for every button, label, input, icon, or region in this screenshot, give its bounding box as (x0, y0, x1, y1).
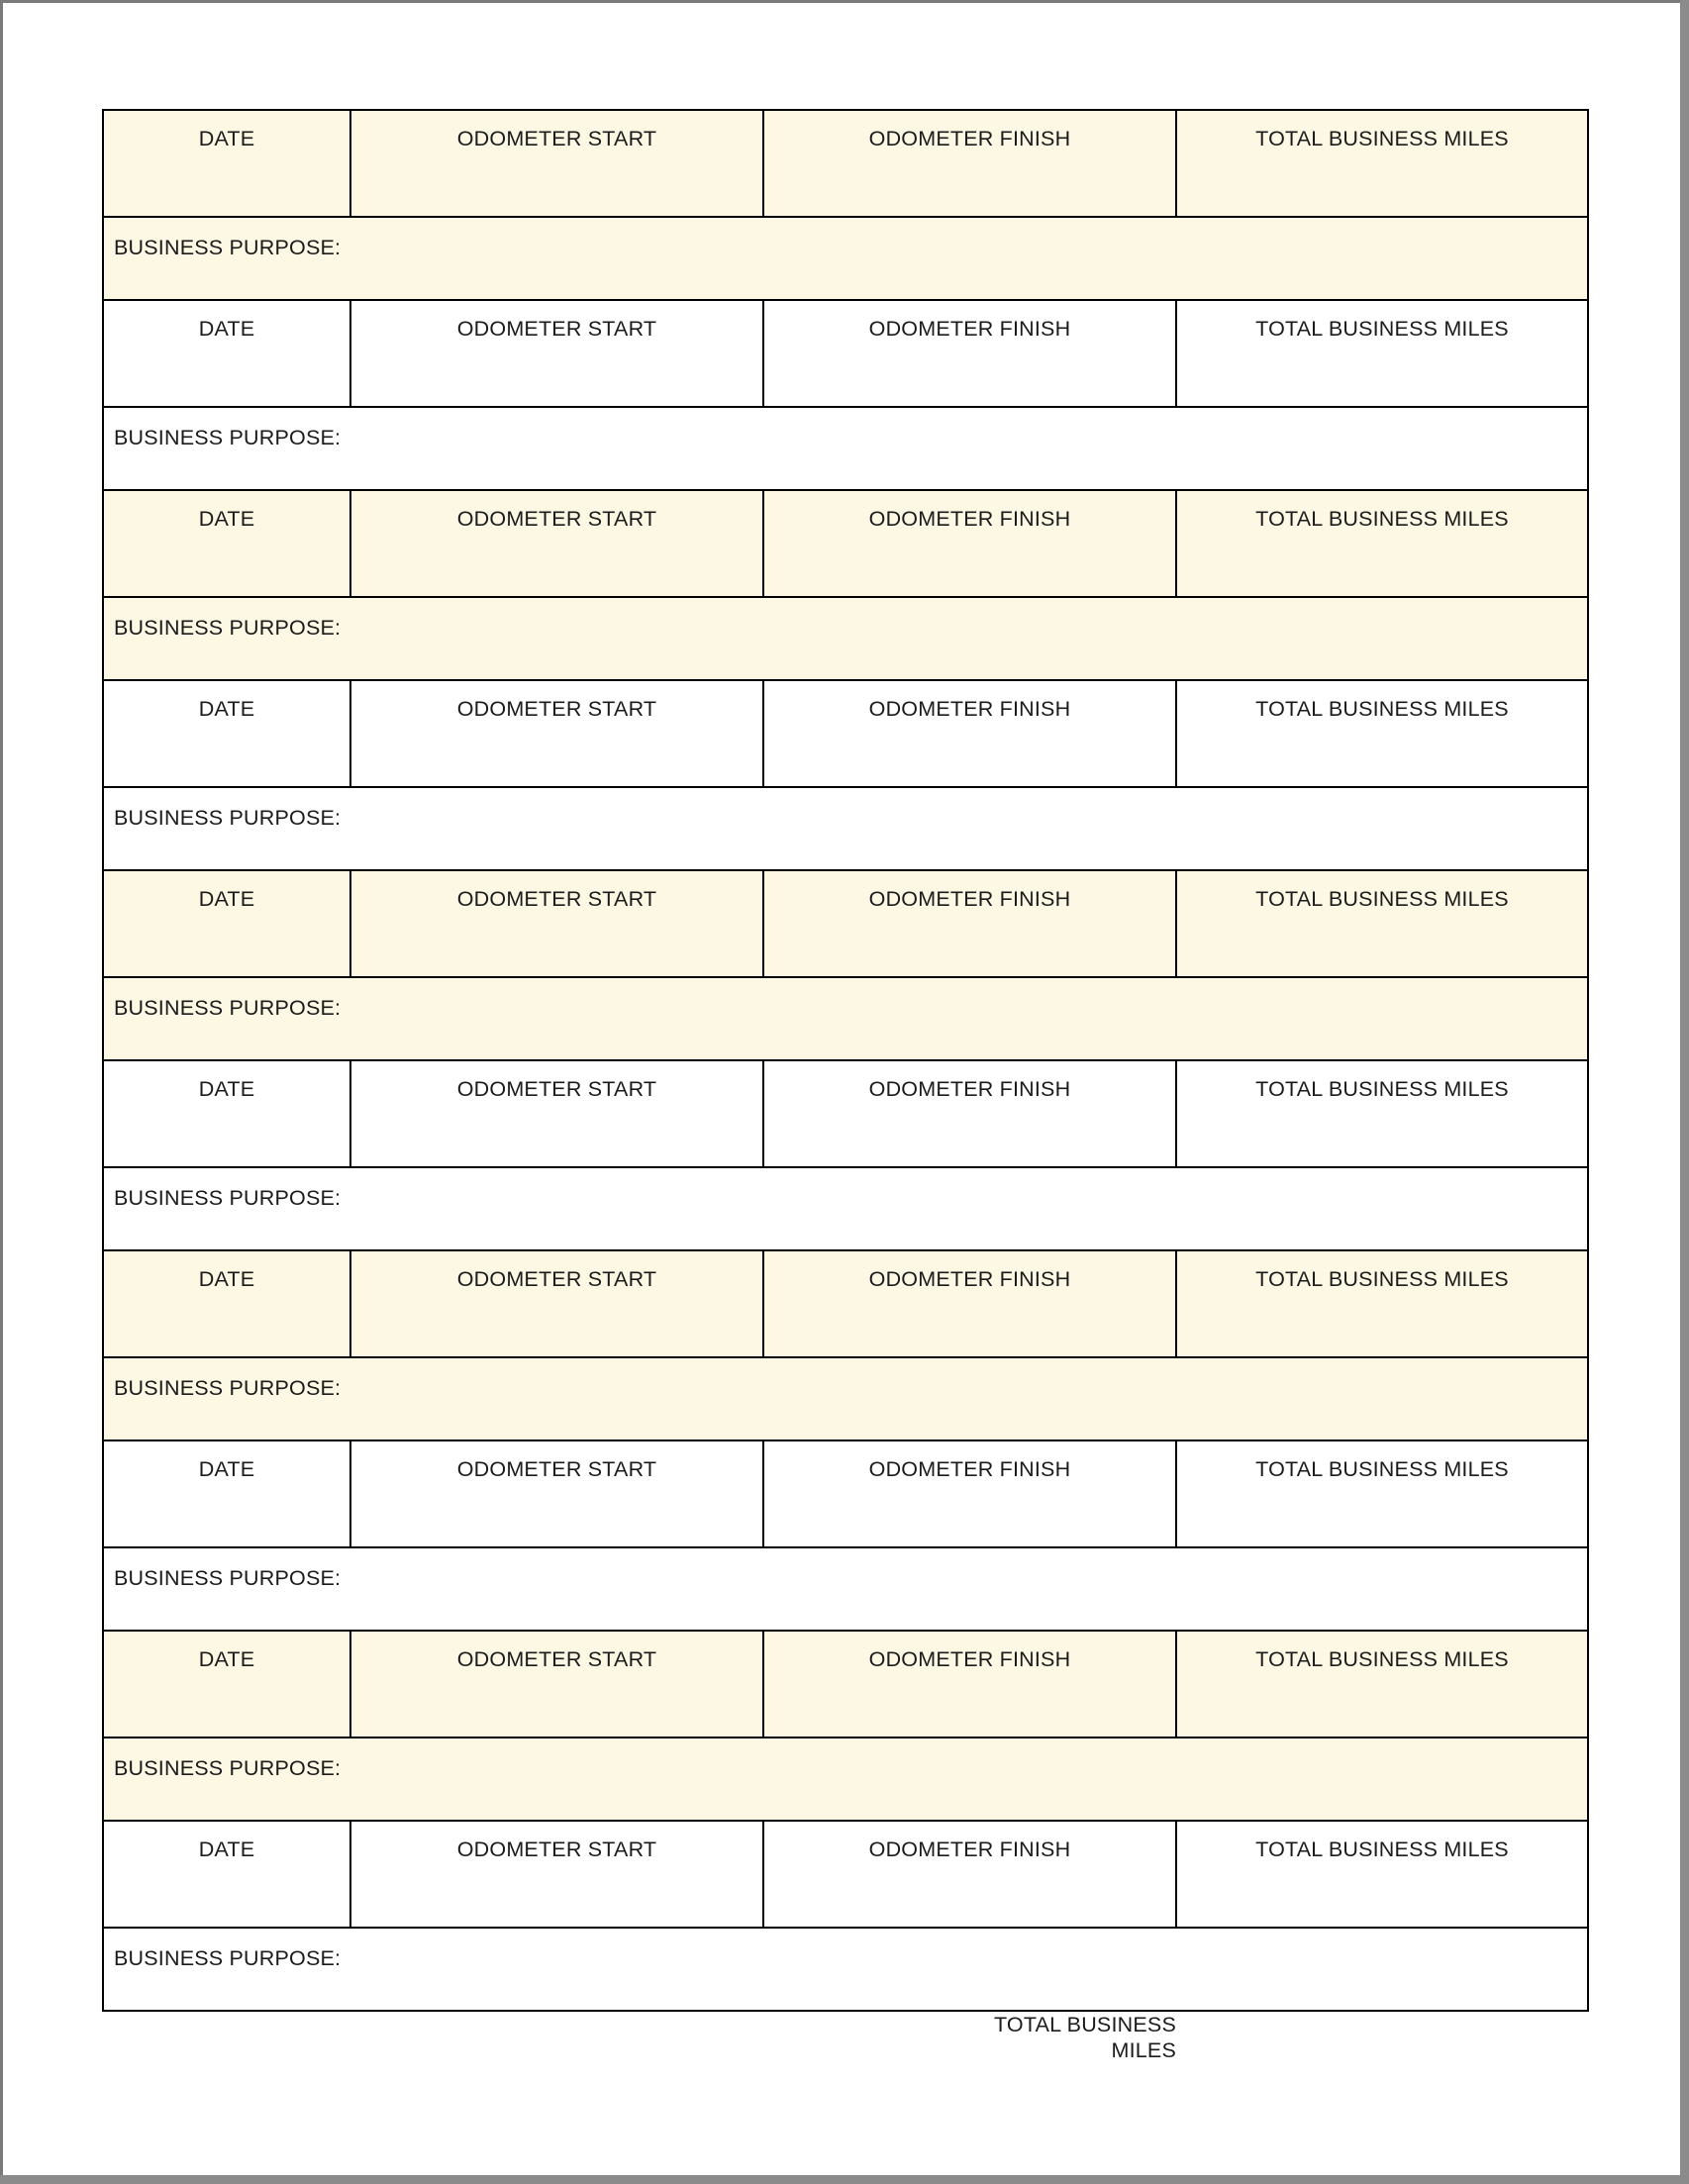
total-business-miles-cell[interactable]: TOTAL BUSINESS MILES (1176, 870, 1588, 977)
date-cell[interactable]: DATE (103, 490, 350, 597)
total-business-miles-cell[interactable]: TOTAL BUSINESS MILES (1176, 490, 1588, 597)
business-purpose-cell[interactable]: BUSINESS PURPOSE: (103, 1547, 1588, 1631)
business-purpose-cell[interactable]: BUSINESS PURPOSE: (103, 597, 1588, 680)
odometer-start-cell[interactable]: ODOMETER START (350, 1060, 763, 1167)
business-purpose-row (103, 1357, 1588, 1440)
mileage-log-summary (103, 2011, 1588, 2124)
mileage-log-table (102, 109, 1589, 2124)
date-cell[interactable]: DATE (103, 1250, 350, 1357)
total-label-line2: MILES (1111, 2038, 1176, 2063)
odometer-finish-cell[interactable]: ODOMETER FINISH (763, 1060, 1176, 1167)
entry-header-row (103, 1631, 1588, 1737)
odometer-start-cell[interactable]: ODOMETER START (350, 1250, 763, 1357)
business-purpose-cell[interactable]: BUSINESS PURPOSE: (103, 1357, 1588, 1440)
total-business-miles-label (763, 2011, 1176, 2124)
odometer-finish-cell[interactable]: ODOMETER FINISH (763, 870, 1176, 977)
business-purpose-row (103, 597, 1588, 680)
odometer-finish-cell[interactable]: ODOMETER FINISH (763, 1440, 1176, 1547)
total-business-miles-cell[interactable]: TOTAL BUSINESS MILES (1176, 1631, 1588, 1737)
date-cell[interactable]: DATE (103, 870, 350, 977)
business-purpose-cell[interactable]: BUSINESS PURPOSE: (103, 1737, 1588, 1821)
date-cell[interactable]: DATE (103, 110, 350, 217)
total-business-miles-cell[interactable]: TOTAL BUSINESS MILES (1176, 1060, 1588, 1167)
total-business-miles-cell[interactable]: TOTAL BUSINESS MILES (1176, 300, 1588, 407)
odometer-start-cell[interactable]: ODOMETER START (350, 870, 763, 977)
entry-header-row (103, 870, 1588, 977)
odometer-start-cell[interactable]: ODOMETER START (350, 490, 763, 597)
business-purpose-cell[interactable]: BUSINESS PURPOSE: (103, 977, 1588, 1060)
business-purpose-cell[interactable]: BUSINESS PURPOSE: (103, 407, 1588, 490)
business-purpose-cell[interactable]: BUSINESS PURPOSE: (103, 787, 1588, 870)
odometer-start-cell[interactable]: ODOMETER START (350, 300, 763, 407)
total-label-line1: TOTAL BUSINESS (993, 2013, 1176, 2036)
entry-header-row (103, 1060, 1588, 1167)
odometer-start-cell[interactable]: ODOMETER START (350, 680, 763, 787)
business-purpose-cell[interactable]: BUSINESS PURPOSE: (103, 1167, 1588, 1250)
page-shadow-right (1680, 0, 1689, 2184)
total-business-miles-cell[interactable]: TOTAL BUSINESS MILES (1176, 680, 1588, 787)
business-purpose-row (103, 1167, 1588, 1250)
total-spacer-start (350, 2011, 763, 2124)
odometer-finish-cell[interactable]: ODOMETER FINISH (763, 300, 1176, 407)
business-purpose-row (103, 217, 1588, 300)
entry-header-row (103, 110, 1588, 217)
mileage-log-sheet (102, 109, 1587, 2124)
odometer-start-cell[interactable]: ODOMETER START (350, 1631, 763, 1737)
entry-header-row (103, 1440, 1588, 1547)
date-cell[interactable]: DATE (103, 300, 350, 407)
business-purpose-row (103, 407, 1588, 490)
date-cell[interactable]: DATE (103, 1440, 350, 1547)
business-purpose-cell[interactable]: BUSINESS PURPOSE: (103, 217, 1588, 300)
business-purpose-row (103, 977, 1588, 1060)
total-spacer-date (103, 2011, 350, 2124)
page-border-top (0, 0, 1689, 3)
entry-header-row (103, 300, 1588, 407)
odometer-finish-cell[interactable]: ODOMETER FINISH (763, 680, 1176, 787)
total-business-miles-cell[interactable]: TOTAL BUSINESS MILES (1176, 1821, 1588, 1928)
odometer-start-cell[interactable]: ODOMETER START (350, 110, 763, 217)
odometer-finish-cell[interactable]: ODOMETER FINISH (763, 1631, 1176, 1737)
date-cell[interactable]: DATE (103, 1631, 350, 1737)
page-shadow-bottom (0, 2175, 1689, 2184)
business-purpose-row (103, 1737, 1588, 1821)
business-purpose-cell[interactable]: BUSINESS PURPOSE: (103, 1928, 1588, 2011)
business-purpose-row (103, 787, 1588, 870)
total-business-miles-cell[interactable]: TOTAL BUSINESS MILES (1176, 110, 1588, 217)
odometer-finish-cell[interactable]: ODOMETER FINISH (763, 490, 1176, 597)
mileage-log-body (103, 110, 1588, 2011)
business-purpose-row (103, 1928, 1588, 2011)
total-business-miles-cell[interactable]: TOTAL BUSINESS MILES (1176, 1250, 1588, 1357)
page-border-left (0, 0, 3, 2184)
odometer-start-cell[interactable]: ODOMETER START (350, 1821, 763, 1928)
entry-header-row (103, 490, 1588, 597)
odometer-finish-cell[interactable]: ODOMETER FINISH (763, 110, 1176, 217)
entry-header-row (103, 1250, 1588, 1357)
total-row (103, 2011, 1588, 2124)
date-cell[interactable]: DATE (103, 1060, 350, 1167)
business-purpose-row (103, 1547, 1588, 1631)
total-business-miles-field[interactable] (1176, 2011, 1588, 2124)
odometer-finish-cell[interactable]: ODOMETER FINISH (763, 1821, 1176, 1928)
odometer-start-cell[interactable]: ODOMETER START (350, 1440, 763, 1547)
date-cell[interactable]: DATE (103, 1821, 350, 1928)
entry-header-row (103, 680, 1588, 787)
entry-header-row (103, 1821, 1588, 1928)
total-business-miles-cell[interactable]: TOTAL BUSINESS MILES (1176, 1440, 1588, 1547)
date-cell[interactable]: DATE (103, 680, 350, 787)
odometer-finish-cell[interactable]: ODOMETER FINISH (763, 1250, 1176, 1357)
